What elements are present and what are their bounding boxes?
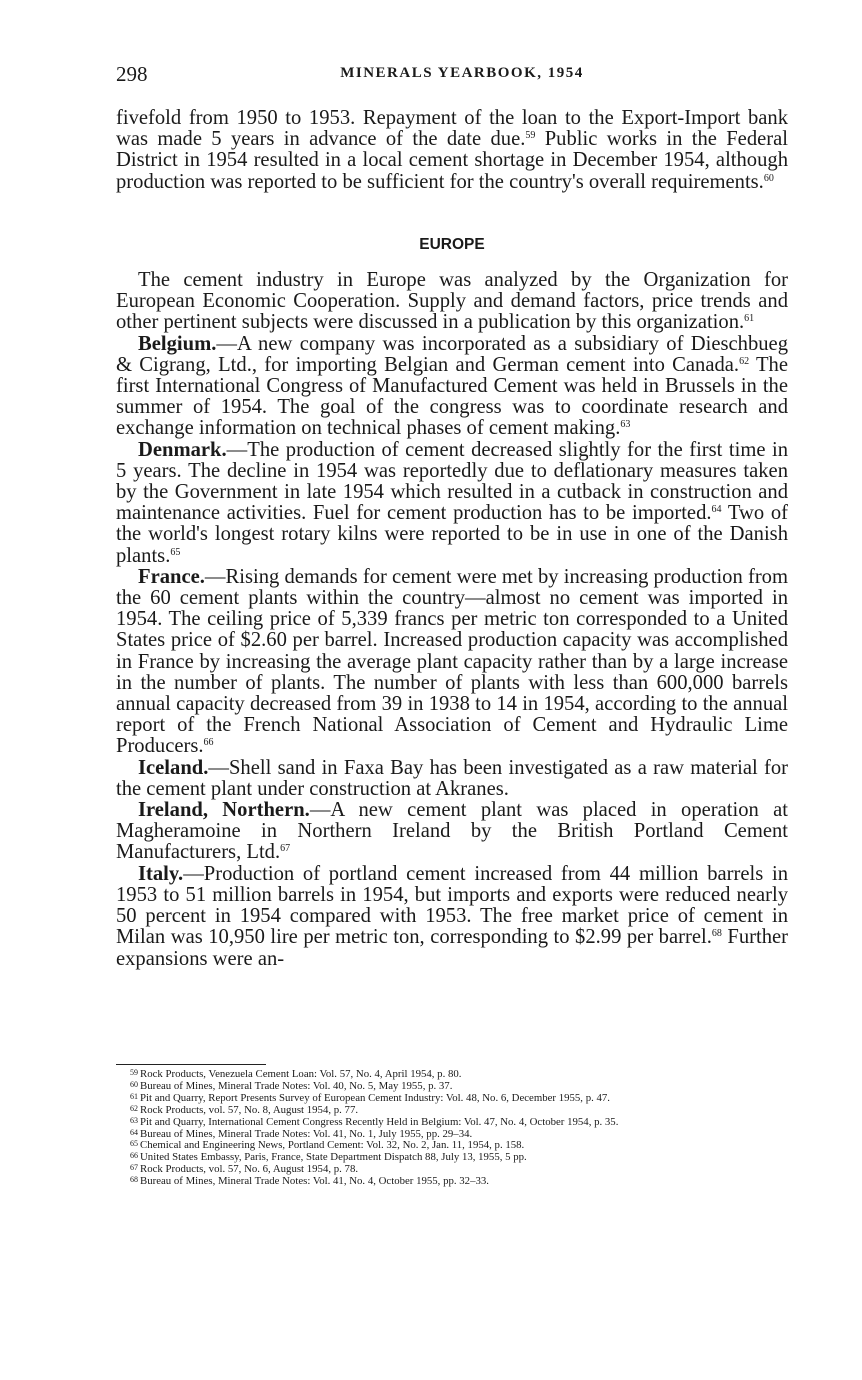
intro-text: Public works in the Federal District in 1954 resulted in a local cement shortage in December 1954, although production was reported to be sufficient for the country's overall requirements.: [116, 128, 788, 193]
footnote: [116, 1092, 794, 1104]
paragraph-text: —A new company was incorporated as a subsidiary of Dieschbueg & Cigrang, Ltd., for importing Belgian and German cement into Canada.: [116, 332, 788, 376]
paragraph-text: —Production of portland cement increased from 44 million barrels in 1953 to 51 million barrels in 1954, but imports and exports were reduced nearly 50 percent in 1954 compared with 1953. The free market price of cement in Milan was 10,950 lire per metric ton, corresponding to $2.99 per barrel.: [116, 862, 788, 949]
footnote-ref: 64: [711, 504, 722, 516]
footnote-ref: 68: [711, 928, 722, 940]
running-head: MINERALS YEARBOOK, 1954: [340, 65, 584, 81]
paragraph-text: Further expansions were an-: [116, 926, 788, 970]
footnote-text: Bureau of Mines, Mineral Trade Notes: Vol. 41, No. 4, October 1955, pp. 32–33.: [140, 1175, 489, 1188]
paragraph-text: —Shell sand in Faxa Bay has been investigated as a raw material for the cement plant under construction at Akranes.: [116, 756, 788, 800]
paragraph-denmark: [116, 440, 788, 567]
footnote-ref: 65: [170, 546, 181, 558]
footnote-number: 59: [130, 1068, 138, 1077]
footnote-ref: 59: [525, 130, 536, 142]
paragraph-text: —A new cement plant was placed in operation at Magheramoine in Northern Ireland by the British Portland Cement Manufacturers, Ltd.: [116, 799, 788, 864]
country-name: France.: [138, 565, 205, 588]
page-header: [116, 62, 788, 90]
footnote-number: 62: [130, 1103, 138, 1113]
intro-text: fivefold from 1950 to 1953. Repayment of the loan to the Export-Import bank was made 5 years in advance of the date due.: [116, 107, 788, 151]
footnote: [116, 1128, 794, 1140]
footnote: [116, 1139, 794, 1151]
section-heading: EUROPE: [419, 236, 485, 253]
footnote: [116, 1104, 794, 1116]
paragraph-text: —The production of cement decreased slightly for the first time in 5 years. The decline in 1954 was reportedly due to deflationary measures taken by the Government in late 1954 which resulted in a cutback in construction and maintenance activities. Fuel for cement production has to be imported.: [116, 438, 788, 525]
footnote-ref: 62: [739, 355, 750, 367]
footnote-text: United States Embassy, Paris, France, State Department Dispatch 88, July 13, 1955, 5 pp.: [140, 1151, 527, 1164]
main-text: [116, 270, 788, 970]
footnote-text: Pit and Quarry, International Cement Congress Recently Held in Belgium: Vol. 47, No. 4, October 1954, p. 35.: [140, 1115, 619, 1128]
footnote-ref: 67: [280, 843, 291, 855]
footnote-text: Rock Products, vol. 57, No. 8, August 1954, p. 77.: [140, 1103, 359, 1116]
paragraph-iceland: [116, 758, 788, 800]
intro-paragraph: [116, 108, 788, 193]
footnote-text: Bureau of Mines, Mineral Trade Notes: Vol. 40, No. 5, May 1955, p. 37.: [140, 1079, 453, 1092]
footnote-number: 63: [130, 1115, 138, 1125]
footnote-text: Chemical and Engineering News, Portland Cement: Vol. 32, No. 2, Jan. 11, 1954, p. 158.: [140, 1139, 525, 1152]
footnote-number: 65: [130, 1139, 138, 1149]
intro-block: [116, 108, 788, 193]
footnote: [116, 1116, 794, 1128]
footnote-text: Bureau of Mines, Mineral Trade Notes: Vol. 41, No. 1, July 1955, pp. 29–34.: [140, 1127, 473, 1140]
country-name: Italy.: [138, 862, 184, 885]
footnote-text: Rock Products, vol. 57, No. 6, August 1954, p. 78.: [140, 1163, 359, 1176]
footnote-number: 66: [130, 1151, 138, 1161]
footnote-number: 67: [130, 1163, 138, 1173]
footnote-text: Pit and Quarry, Report Presents Survey of European Cement Industry: Vol. 48, No. 6, December 1955, p. 47.: [140, 1091, 610, 1104]
country-name: Iceland.: [138, 756, 209, 779]
country-name: Belgium.: [138, 332, 217, 355]
paragraph-text: Two of the world's longest rotary kilns were reported to be in use in one of the Danish plants.: [116, 502, 788, 567]
paragraph-europe: [116, 270, 788, 334]
footnote: [116, 1175, 794, 1187]
footnote-ref: 61: [744, 313, 755, 325]
paragraph-text: —Rising demands for cement were met by increasing production from the 60 cement plants within the country—almost no cement was imported in 1954. The ceiling price of 5,339 francs per metric ton corresponded to a United States price of $2.60 per barrel. Increased production capacity was accomplished in France by increasing the average plant capacity rather than by a large increase in the number of plants. The number of plants with less than 600,000 barrels annual capacity decreased from 39 in 1938 to 14 in 1954, according to the annual report of the French National Association of Cement and Hydraulic Lime Producers.: [116, 565, 788, 758]
footnote-ref: 66: [203, 737, 214, 749]
footnote-text: Rock Products, Venezuela Cement Loan: Vol. 57, No. 4, April 1954, p. 80.: [140, 1068, 462, 1080]
footnote: [116, 1151, 794, 1163]
footnote-number: 60: [130, 1079, 138, 1089]
footnote-ref: 60: [763, 172, 774, 184]
footnote-ref: 63: [620, 419, 631, 431]
footnote-divider: [116, 1064, 266, 1065]
paragraph-text: The cement industry in Europe was analyzed by the Organization for European Economic Cooperation. Supply and demand factors, price trends and other pertinent subjects were discussed in a publication by this organization.: [116, 269, 788, 334]
footnote-number: 64: [130, 1127, 138, 1137]
paragraph-belgium: [116, 334, 788, 440]
footnote: [116, 1163, 794, 1175]
footnote-number: 61: [130, 1091, 138, 1101]
paragraph-ireland: [116, 800, 788, 864]
paragraph-france: [116, 567, 788, 758]
country-name: Ireland, Northern.: [138, 799, 310, 822]
paragraph-text: The first International Congress of Manufactured Cement was held in Brussels in the summer of 1954. The goal of the congress was to coordinate research and exchange information on technical phases of cement making.: [116, 353, 788, 440]
footnote: [116, 1068, 794, 1080]
footnote-number: 68: [130, 1175, 138, 1185]
footnotes: [116, 1068, 794, 1187]
paragraph-italy: [116, 864, 788, 970]
page-number: 298: [116, 62, 148, 86]
country-name: Denmark.: [138, 438, 227, 461]
footnote: [116, 1080, 794, 1092]
